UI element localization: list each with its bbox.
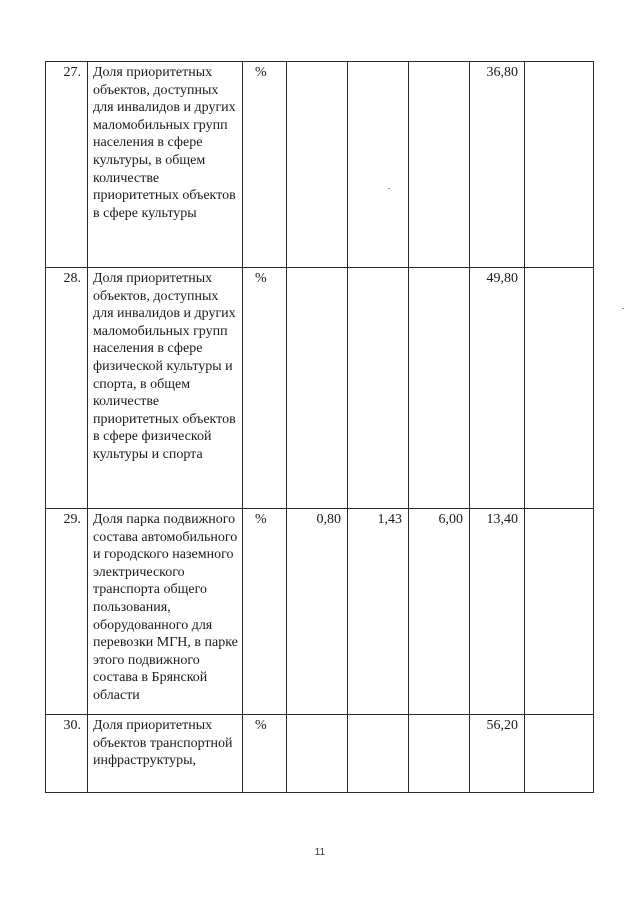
value-cell-5 — [525, 62, 594, 268]
value-cell-2 — [348, 268, 409, 509]
value-cell-1: 0,80 — [287, 509, 348, 715]
indicator-name: Доля парка подвижного состава автомобильного и городского наземного электрического транспорта общего пользования, оборудованного для перевозки МГН, в парке этого подвижного состава в Брянской области — [88, 509, 243, 715]
value-cell-1 — [287, 62, 348, 268]
value-cell-1 — [287, 715, 348, 793]
row-number: 27. — [46, 62, 88, 268]
value-cell-4: 56,20 — [470, 715, 525, 793]
value-cell-4: 49,80 — [470, 268, 525, 509]
value-cell-5 — [525, 509, 594, 715]
unit-cell: % — [243, 268, 287, 509]
value-cell-2 — [348, 62, 409, 268]
indicator-name: Доля приоритетных объектов, доступных для инвалидов и других маломобильных групп населения в сфере физической культуры и спорта, в общем количестве приоритетных объектов в сфере физической культуры и спорта — [88, 268, 243, 509]
indicator-name: Доля приоритетных объектов, доступных для инвалидов и других маломобильных групп населения в сфере культуры, в общем количестве приоритетных объектов в сфере культуры — [88, 62, 243, 268]
value-cell-5 — [525, 268, 594, 509]
row-number: 28. — [46, 268, 88, 509]
value-cell-3 — [409, 62, 470, 268]
value-cell-5 — [525, 715, 594, 793]
value-cell-2: 1,43 — [348, 509, 409, 715]
value-cell-4: 13,40 — [470, 509, 525, 715]
unit-cell: % — [243, 62, 287, 268]
table-row — [46, 715, 594, 793]
table-row — [46, 62, 594, 268]
table-row — [46, 509, 594, 715]
value-cell-3 — [409, 268, 470, 509]
value-cell-2 — [348, 715, 409, 793]
indicator-name: Доля приоритетных объектов транспортной инфраструктуры, — [88, 715, 243, 793]
page-number: 11 — [314, 847, 326, 858]
unit-cell: % — [243, 509, 287, 715]
value-cell-4: 36,80 — [470, 62, 525, 268]
indicators-table — [45, 61, 594, 793]
row-number: 30. — [46, 715, 88, 793]
scan-speck — [622, 308, 624, 309]
unit-cell: % — [243, 715, 287, 793]
value-cell-3 — [409, 715, 470, 793]
row-number: 29. — [46, 509, 88, 715]
value-cell-1 — [287, 268, 348, 509]
value-cell-3: 6,00 — [409, 509, 470, 715]
table-row — [46, 268, 594, 509]
scan-speck — [388, 188, 390, 189]
